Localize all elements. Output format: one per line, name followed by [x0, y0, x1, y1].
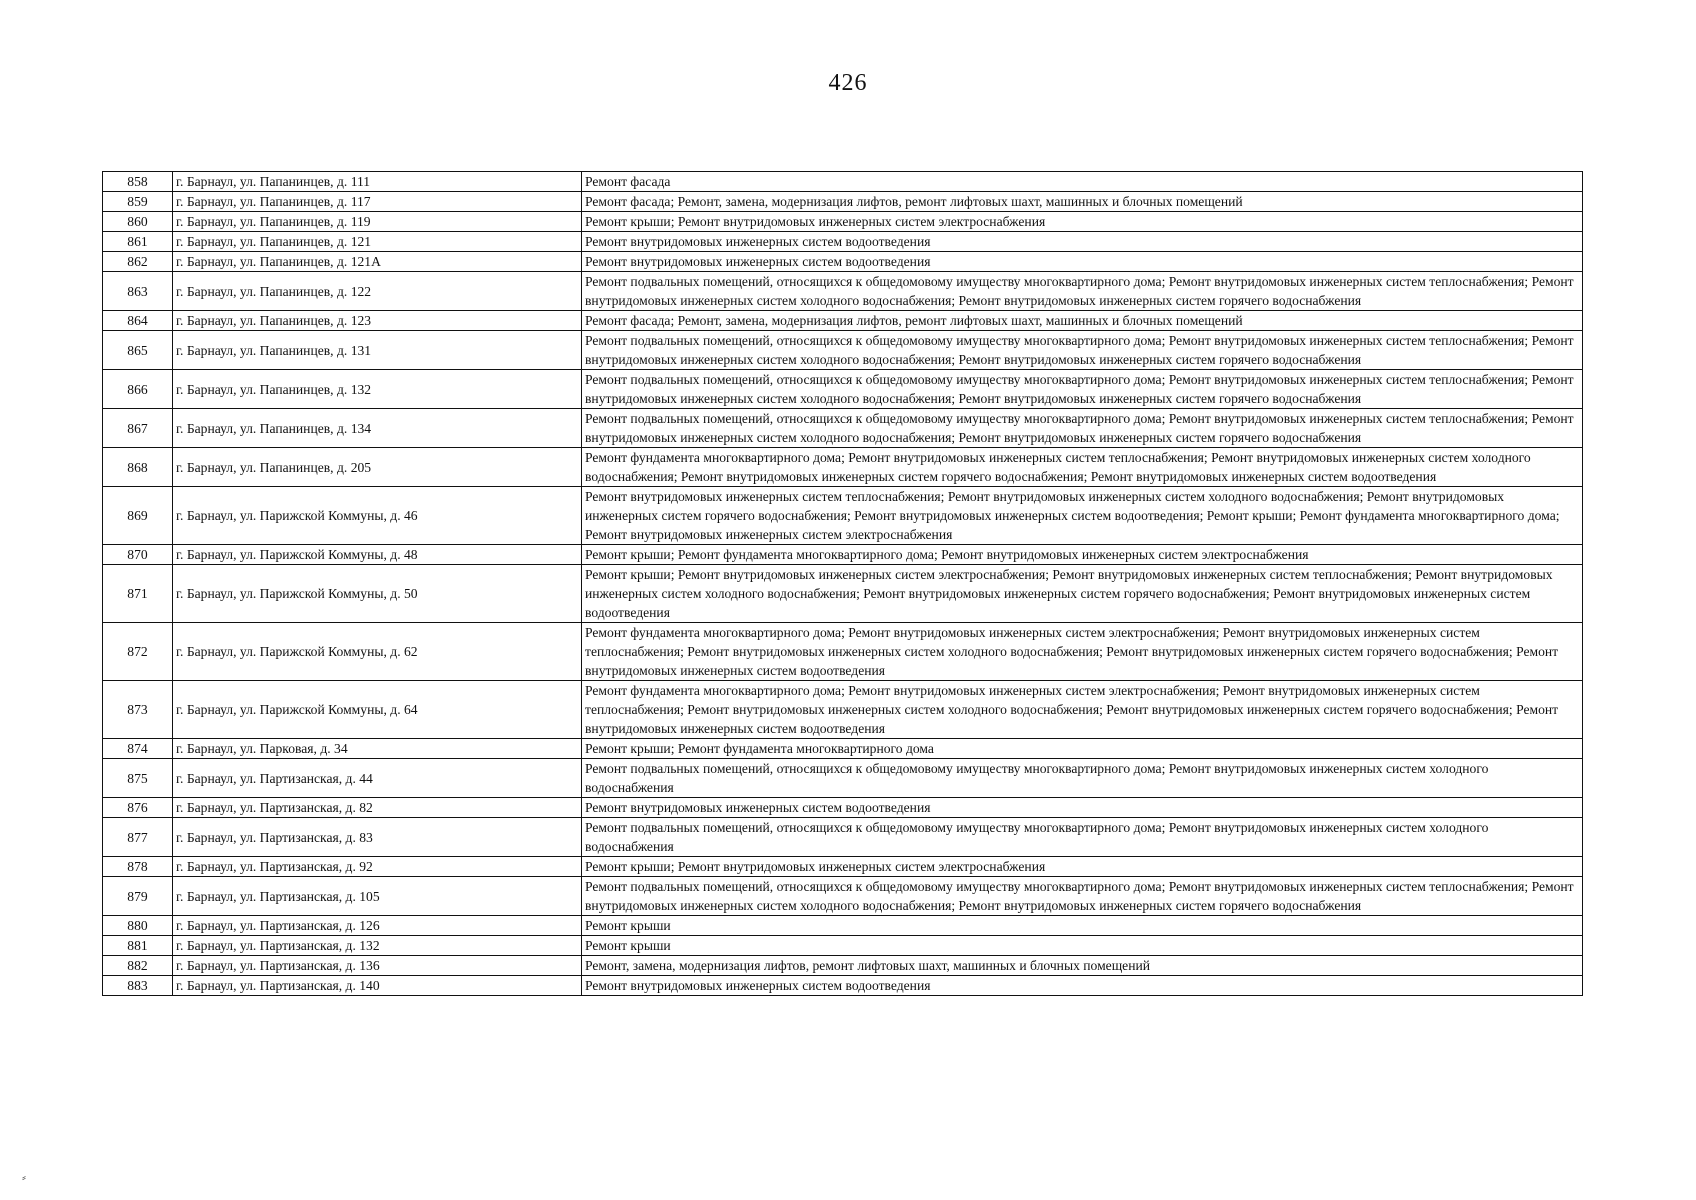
row-number: 859: [103, 192, 173, 212]
row-address: г. Барнаул, ул. Папанинцев, д. 121А: [173, 252, 582, 272]
row-works: Ремонт подвальных помещений, относящихся к общедомовому имуществу многоквартирного дома; Ремонт внутридомовых инженерных систем теплоснабжения; Ремонт внутридомовых инженерных систем холодного водоснабжения; Ремонт внутридомовых инженерных систем горячего водоснабжения: [582, 877, 1583, 916]
row-works: Ремонт крыши; Ремонт внутридомовых инженерных систем электроснабжения: [582, 857, 1583, 877]
row-number: 876: [103, 798, 173, 818]
row-works: Ремонт фасада: [582, 172, 1583, 192]
row-number: 872: [103, 623, 173, 681]
row-number: 877: [103, 818, 173, 857]
table-row: [103, 192, 1583, 212]
row-number: 861: [103, 232, 173, 252]
row-works: Ремонт крыши; Ремонт внутридомовых инженерных систем электроснабжения: [582, 212, 1583, 232]
row-address: г. Барнаул, ул. Папанинцев, д. 111: [173, 172, 582, 192]
table-row: [103, 545, 1583, 565]
row-address: г. Барнаул, ул. Партизанская, д. 92: [173, 857, 582, 877]
row-works: Ремонт подвальных помещений, относящихся к общедомовому имуществу многоквартирного дома; Ремонт внутридомовых инженерных систем теплоснабжения; Ремонт внутридомовых инженерных систем холодного водоснабжения; Ремонт внутридомовых инженерных систем горячего водоснабжения: [582, 272, 1583, 311]
table-row: [103, 212, 1583, 232]
row-number: 860: [103, 212, 173, 232]
row-address: г. Барнаул, ул. Партизанская, д. 82: [173, 798, 582, 818]
row-address: г. Барнаул, ул. Папанинцев, д. 205: [173, 448, 582, 487]
row-address: г. Барнаул, ул. Папанинцев, д. 122: [173, 272, 582, 311]
table-row: [103, 448, 1583, 487]
row-number: 883: [103, 976, 173, 996]
row-number: 871: [103, 565, 173, 623]
row-number: 880: [103, 916, 173, 936]
table-row: [103, 331, 1583, 370]
row-address: г. Барнаул, ул. Папанинцев, д. 121: [173, 232, 582, 252]
row-works: Ремонт внутридомовых инженерных систем водоотведения: [582, 252, 1583, 272]
row-works: Ремонт подвальных помещений, относящихся к общедомовому имуществу многоквартирного дома; Ремонт внутридомовых инженерных систем холодного водоснабжения: [582, 759, 1583, 798]
row-works: Ремонт крыши: [582, 936, 1583, 956]
repair-list-table: [102, 171, 1583, 996]
row-number: 875: [103, 759, 173, 798]
table-row: [103, 877, 1583, 916]
row-works: Ремонт фасада; Ремонт, замена, модернизация лифтов, ремонт лифтовых шахт, машинных и блочных помещений: [582, 192, 1583, 212]
table-row: [103, 936, 1583, 956]
table-row: [103, 623, 1583, 681]
table-row: [103, 487, 1583, 545]
row-number: 879: [103, 877, 173, 916]
row-number: 874: [103, 739, 173, 759]
row-number: 864: [103, 311, 173, 331]
row-address: г. Барнаул, ул. Парижской Коммуны, д. 62: [173, 623, 582, 681]
row-address: г. Барнаул, ул. Папанинцев, д. 134: [173, 409, 582, 448]
row-works: Ремонт подвальных помещений, относящихся к общедомовому имуществу многоквартирного дома; Ремонт внутридомовых инженерных систем холодного водоснабжения: [582, 818, 1583, 857]
row-number: 878: [103, 857, 173, 877]
row-address: г. Барнаул, ул. Партизанская, д. 140: [173, 976, 582, 996]
row-works: Ремонт внутридомовых инженерных систем теплоснабжения; Ремонт внутридомовых инженерных систем холодного водоснабжения; Ремонт внутридомовых инженерных систем горячего водоснабжения; Ремонт внутридомовых инженерных систем водоотведения; Ремонт крыши; Ремонт фундамента многоквартирного дома; Ремонт внутридомовых инженерных систем электроснабжения: [582, 487, 1583, 545]
row-address: г. Барнаул, ул. Парижской Коммуны, д. 50: [173, 565, 582, 623]
row-number: 863: [103, 272, 173, 311]
row-works: Ремонт внутридомовых инженерных систем водоотведения: [582, 232, 1583, 252]
table-row: [103, 976, 1583, 996]
table-row: [103, 916, 1583, 936]
page-number: 426: [828, 70, 868, 96]
row-address: г. Барнаул, ул. Папанинцев, д. 123: [173, 311, 582, 331]
row-address: г. Барнаул, ул. Папанинцев, д. 119: [173, 212, 582, 232]
table-row: [103, 252, 1583, 272]
row-number: 862: [103, 252, 173, 272]
row-address: г. Барнаул, ул. Папанинцев, д. 131: [173, 331, 582, 370]
table-row: [103, 565, 1583, 623]
row-works: Ремонт подвальных помещений, относящихся к общедомовому имуществу многоквартирного дома; Ремонт внутридомовых инженерных систем теплоснабжения; Ремонт внутридомовых инженерных систем холодного водоснабжения; Ремонт внутридомовых инженерных систем горячего водоснабжения: [582, 409, 1583, 448]
row-number: 868: [103, 448, 173, 487]
row-works: Ремонт внутридомовых инженерных систем водоотведения: [582, 976, 1583, 996]
row-address: г. Барнаул, ул. Партизанская, д. 105: [173, 877, 582, 916]
row-works: Ремонт фундамента многоквартирного дома; Ремонт внутридомовых инженерных систем теплоснабжения; Ремонт внутридомовых инженерных систем холодного водоснабжения; Ремонт внутридомовых инженерных систем горячего водоснабжения; Ремонт внутридомовых инженерных систем водоотведения: [582, 448, 1583, 487]
table-row: [103, 172, 1583, 192]
row-works: Ремонт фундамента многоквартирного дома; Ремонт внутридомовых инженерных систем электроснабжения; Ремонт внутридомовых инженерных систем теплоснабжения; Ремонт внутридомовых инженерных систем холодного водоснабжения; Ремонт внутридомовых инженерных систем горячего водоснабжения; Ремонт внутридомовых инженерных систем водоотведения: [582, 623, 1583, 681]
table-row: [103, 409, 1583, 448]
table-row: [103, 681, 1583, 739]
row-works: Ремонт внутридомовых инженерных систем водоотведения: [582, 798, 1583, 818]
row-address: г. Барнаул, ул. Парижской Коммуны, д. 64: [173, 681, 582, 739]
row-number: 866: [103, 370, 173, 409]
row-address: г. Барнаул, ул. Партизанская, д. 132: [173, 936, 582, 956]
row-number: 865: [103, 331, 173, 370]
row-number: 867: [103, 409, 173, 448]
table-row: [103, 232, 1583, 252]
row-number: 858: [103, 172, 173, 192]
table-row: [103, 370, 1583, 409]
table-row: [103, 272, 1583, 311]
row-works: Ремонт подвальных помещений, относящихся к общедомовому имуществу многоквартирного дома; Ремонт внутридомовых инженерных систем теплоснабжения; Ремонт внутридомовых инженерных систем холодного водоснабжения; Ремонт внутридомовых инженерных систем горячего водоснабжения: [582, 370, 1583, 409]
table-row: [103, 311, 1583, 331]
row-address: г. Барнаул, ул. Партизанская, д. 126: [173, 916, 582, 936]
table-row: [103, 818, 1583, 857]
row-address: г. Барнаул, ул. Партизанская, д. 83: [173, 818, 582, 857]
table-row: [103, 956, 1583, 976]
row-address: г. Барнаул, ул. Папанинцев, д. 132: [173, 370, 582, 409]
table-row: [103, 739, 1583, 759]
row-address: г. Барнаул, ул. Партизанская, д. 44: [173, 759, 582, 798]
scan-mark: ⸗: [22, 1170, 26, 1184]
row-works: Ремонт подвальных помещений, относящихся к общедомовому имуществу многоквартирного дома; Ремонт внутридомовых инженерных систем теплоснабжения; Ремонт внутридомовых инженерных систем холодного водоснабжения; Ремонт внутридомовых инженерных систем горячего водоснабжения: [582, 331, 1583, 370]
row-address: г. Барнаул, ул. Парковая, д. 34: [173, 739, 582, 759]
row-number: 869: [103, 487, 173, 545]
table-row: [103, 857, 1583, 877]
row-works: Ремонт крыши; Ремонт фундамента многоквартирного дома: [582, 739, 1583, 759]
row-address: г. Барнаул, ул. Парижской Коммуны, д. 46: [173, 487, 582, 545]
row-number: 873: [103, 681, 173, 739]
row-works: Ремонт фасада; Ремонт, замена, модернизация лифтов, ремонт лифтовых шахт, машинных и блочных помещений: [582, 311, 1583, 331]
row-address: г. Барнаул, ул. Папанинцев, д. 117: [173, 192, 582, 212]
row-address: г. Барнаул, ул. Партизанская, д. 136: [173, 956, 582, 976]
row-number: 881: [103, 936, 173, 956]
row-works: Ремонт крыши; Ремонт фундамента многоквартирного дома; Ремонт внутридомовых инженерных систем электроснабжения: [582, 545, 1583, 565]
table-body: [103, 172, 1583, 996]
row-number: 870: [103, 545, 173, 565]
row-number: 882: [103, 956, 173, 976]
table-row: [103, 759, 1583, 798]
row-works: Ремонт крыши: [582, 916, 1583, 936]
table-row: [103, 798, 1583, 818]
row-works: Ремонт фундамента многоквартирного дома; Ремонт внутридомовых инженерных систем электроснабжения; Ремонт внутридомовых инженерных систем теплоснабжения; Ремонт внутридомовых инженерных систем холодного водоснабжения; Ремонт внутридомовых инженерных систем горячего водоснабжения; Ремонт внутридомовых инженерных систем водоотведения: [582, 681, 1583, 739]
row-works: Ремонт, замена, модернизация лифтов, ремонт лифтовых шахт, машинных и блочных помещений: [582, 956, 1583, 976]
row-works: Ремонт крыши; Ремонт внутридомовых инженерных систем электроснабжения; Ремонт внутридомовых инженерных систем теплоснабжения; Ремонт внутридомовых инженерных систем холодного водоснабжения; Ремонт внутридомовых инженерных систем горячего водоснабжения; Ремонт внутридомовых инженерных систем водоотведения: [582, 565, 1583, 623]
row-address: г. Барнаул, ул. Парижской Коммуны, д. 48: [173, 545, 582, 565]
